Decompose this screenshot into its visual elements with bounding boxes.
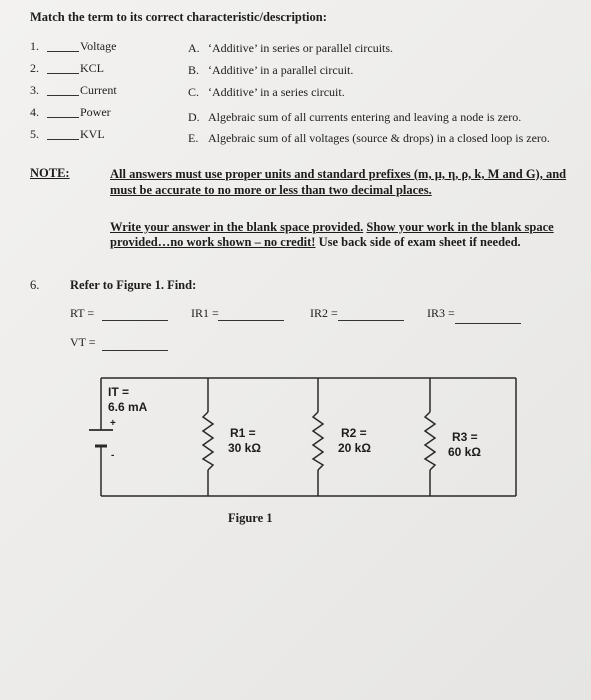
battery-plus-sign: + (110, 418, 116, 429)
r1-label: R1 = (230, 426, 256, 440)
term-number: 4. (30, 105, 39, 119)
note-label: NOTE: (30, 166, 70, 180)
instruction-part3: Use back side of exam sheet if needed. (318, 235, 521, 249)
description-text: Algebraic sum of all currents entering and leaving a node is zero. (208, 110, 522, 124)
r1-value: 30 kΩ (228, 441, 261, 455)
term-label: KVL (80, 127, 105, 141)
term-label: KCL (80, 61, 104, 75)
term-number: 5. (30, 127, 39, 141)
description-letter: C. (188, 85, 200, 99)
description-text: Algebraic sum of all voltages (source & drops) in a closed loop is zero. (208, 131, 550, 145)
description-letter: B. (188, 63, 200, 77)
r3-label: R3 = (452, 430, 478, 444)
battery-minus-sign: - (111, 450, 115, 461)
r2-value: 20 kΩ (338, 441, 371, 455)
description-letter: E. (188, 131, 199, 145)
term-number: 1. (30, 39, 39, 53)
term-label: Voltage (80, 39, 117, 53)
rt-label: RT = (70, 306, 95, 320)
term-label: Current (80, 83, 117, 97)
r3-value: 60 kΩ (448, 445, 481, 459)
description-letter: A. (188, 41, 200, 55)
term-number: 3. (30, 83, 39, 97)
ir3-label: IR3 = (427, 306, 455, 320)
instruction-part2: Show your work in the blank space provided…no work shown – no credit! (110, 220, 554, 249)
question-prompt: Refer to Figure 1. Find: (70, 278, 197, 292)
r1-resistor-symbol (203, 412, 213, 470)
question-number: 6. (30, 278, 40, 292)
section-title: Match the term to its correct characteristic/description: (30, 10, 327, 24)
term-number: 2. (30, 61, 39, 75)
description-text: ‘Additive’ in a series circuit. (208, 85, 345, 99)
term-label: Power (80, 105, 111, 119)
ir2-label: IR2 = (310, 306, 338, 320)
vt-label: VT = (70, 335, 96, 349)
ir1-label: IR1 = (191, 306, 219, 320)
r3-resistor-symbol (425, 412, 435, 470)
description-letter: D. (188, 110, 200, 124)
r2-label: R2 = (341, 426, 367, 440)
instruction-part1: Write your answer in the blank space provided. (110, 220, 364, 234)
description-text: ‘Additive’ in a parallel circuit. (208, 63, 354, 77)
figure-caption: Figure 1 (228, 511, 273, 525)
note-text: All answers must use proper units and standard prefixes (m, µ, η, ρ, k, M and G), and must be accurate to no more or less than two decimal places. (110, 167, 567, 197)
it-label: IT = (108, 385, 130, 399)
it-value: 6.6 mA (108, 400, 148, 414)
description-text: ‘Additive’ in series or parallel circuits. (208, 41, 394, 55)
r2-resistor-symbol (313, 412, 323, 470)
